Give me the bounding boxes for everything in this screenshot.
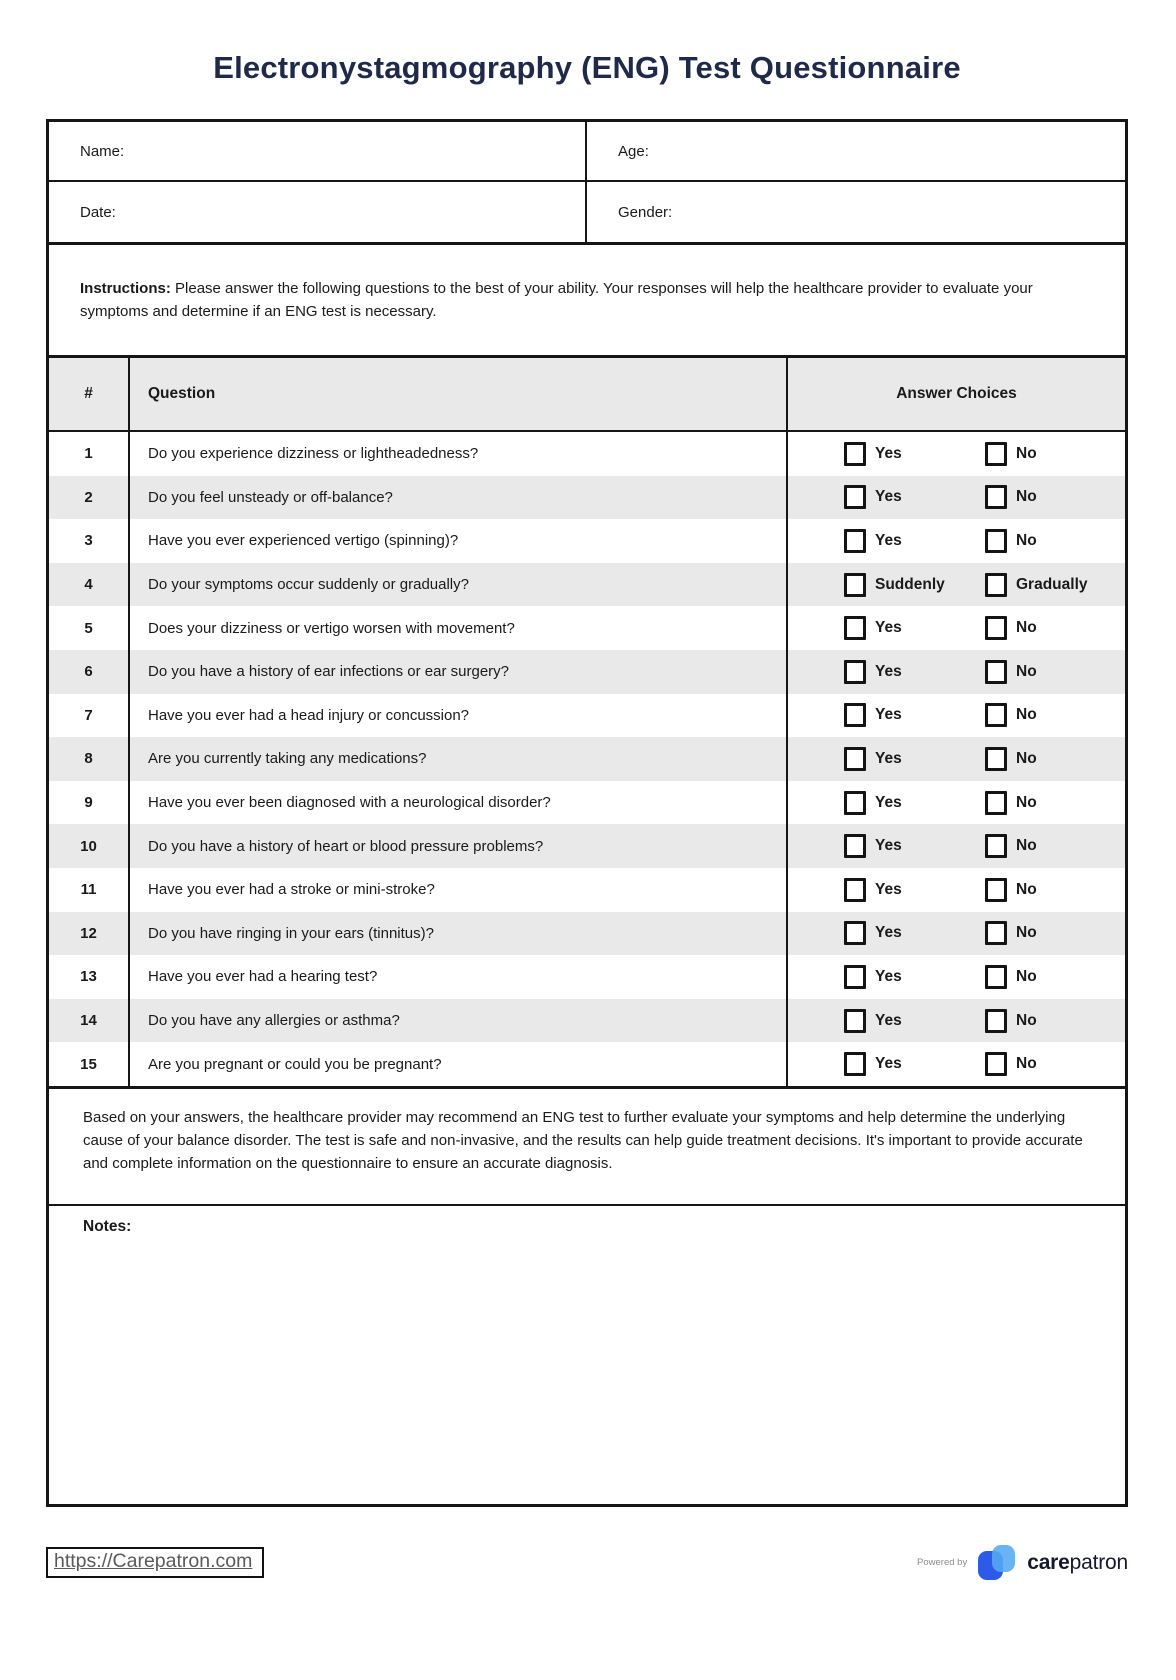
- questions-body: [49, 432, 1125, 1086]
- option1-label: Yes: [875, 619, 902, 637]
- answer-option-1: [844, 442, 985, 466]
- answer-choices: [788, 650, 1125, 694]
- option2-label: No: [1016, 967, 1037, 985]
- questionnaire-page: [0, 50, 1176, 1582]
- answer-option-1: [844, 921, 985, 945]
- option1-label: Yes: [875, 531, 902, 549]
- answer-option-2: [985, 965, 1037, 989]
- answer-option-1: [844, 965, 985, 989]
- answer-option-2: [985, 921, 1037, 945]
- question-row: [49, 781, 1125, 825]
- name-label: Name:: [80, 142, 125, 160]
- question-row: [49, 563, 1125, 607]
- gender-field[interactable]: [587, 182, 1125, 242]
- question-row: [49, 476, 1125, 520]
- question-row: [49, 737, 1125, 781]
- patient-info-table: [49, 122, 1125, 242]
- carepatron-link[interactable]: https://Carepatron.com: [46, 1547, 264, 1578]
- instructions-label: Instructions:: [80, 280, 171, 297]
- option1-checkbox[interactable]: [844, 747, 866, 771]
- answer-option-2: [985, 1052, 1037, 1076]
- question-text: Do you experience dizziness or lightheadedness?: [130, 432, 788, 476]
- answer-choices: [788, 694, 1125, 738]
- carepatron-wordmark: carepatron: [1027, 1550, 1128, 1574]
- option2-checkbox[interactable]: [985, 1052, 1007, 1076]
- option2-label: No: [1016, 531, 1037, 549]
- answer-choices: [788, 519, 1125, 563]
- option1-label: Yes: [875, 444, 902, 462]
- option2-checkbox[interactable]: [985, 834, 1007, 858]
- question-text: Have you ever experienced vertigo (spinning)?: [130, 519, 788, 563]
- option1-checkbox[interactable]: [844, 485, 866, 509]
- option1-label: Yes: [875, 837, 902, 855]
- answer-option-2: [985, 791, 1037, 815]
- notes-field[interactable]: [49, 1204, 1125, 1504]
- option1-checkbox[interactable]: [844, 573, 866, 597]
- option1-checkbox[interactable]: [844, 791, 866, 815]
- question-number: 13: [49, 955, 130, 999]
- powered-by-branding: [917, 1544, 1128, 1582]
- answer-option-2: [985, 442, 1037, 466]
- answer-option-2: [985, 1009, 1037, 1033]
- option1-checkbox[interactable]: [844, 1052, 866, 1076]
- question-number: 4: [49, 563, 130, 607]
- date-field[interactable]: [49, 182, 587, 242]
- name-field[interactable]: [49, 122, 587, 182]
- question-row: [49, 999, 1125, 1043]
- option1-label: Yes: [875, 1055, 902, 1073]
- answer-choices: [788, 781, 1125, 825]
- notes-label: Notes:: [83, 1217, 132, 1235]
- option2-checkbox[interactable]: [985, 703, 1007, 727]
- question-row: [49, 955, 1125, 999]
- question-row: [49, 912, 1125, 956]
- option2-checkbox[interactable]: [985, 965, 1007, 989]
- option1-checkbox[interactable]: [844, 965, 866, 989]
- summary-section: [49, 1086, 1125, 1204]
- question-text: Do you have a history of heart or blood pressure problems?: [130, 824, 788, 868]
- option1-checkbox[interactable]: [844, 442, 866, 466]
- answer-choices: [788, 824, 1125, 868]
- option1-label: Yes: [875, 662, 902, 680]
- instructions-section: [49, 242, 1125, 355]
- answer-choices: [788, 912, 1125, 956]
- answer-option-1: [844, 573, 985, 597]
- gender-label: Gender:: [618, 203, 673, 221]
- answer-option-2: [985, 616, 1037, 640]
- option2-label: No: [1016, 488, 1037, 506]
- answer-option-1: [844, 747, 985, 771]
- answer-option-1: [844, 1009, 985, 1033]
- option1-checkbox[interactable]: [844, 703, 866, 727]
- option2-label: No: [1016, 1011, 1037, 1029]
- option2-checkbox[interactable]: [985, 791, 1007, 815]
- answer-option-2: [985, 747, 1037, 771]
- answer-option-2: [985, 834, 1037, 858]
- question-text: Does your dizziness or vertigo worsen with movement?: [130, 606, 788, 650]
- option2-checkbox[interactable]: [985, 442, 1007, 466]
- form-body: [46, 119, 1128, 1507]
- carepatron-logo-icon: [977, 1544, 1017, 1582]
- answer-choices: [788, 999, 1125, 1043]
- option2-checkbox[interactable]: [985, 660, 1007, 684]
- answer-option-2: [985, 878, 1037, 902]
- question-row: [49, 650, 1125, 694]
- option1-label: Yes: [875, 793, 902, 811]
- question-number: 7: [49, 694, 130, 738]
- option1-checkbox[interactable]: [844, 529, 866, 553]
- question-number: 8: [49, 737, 130, 781]
- answer-option-2: [985, 660, 1037, 684]
- answer-option-1: [844, 529, 985, 553]
- question-row: [49, 432, 1125, 476]
- answer-option-2: [985, 485, 1037, 509]
- option1-label: Yes: [875, 967, 902, 985]
- answer-option-2: [985, 529, 1037, 553]
- question-text: Do you feel unsteady or off-balance?: [130, 476, 788, 520]
- date-label: Date:: [80, 203, 116, 221]
- option2-label: No: [1016, 662, 1037, 680]
- question-number: 10: [49, 824, 130, 868]
- questions-table: [49, 355, 1125, 1086]
- option2-label: No: [1016, 749, 1037, 767]
- answer-option-1: [844, 878, 985, 902]
- question-text: Are you pregnant or could you be pregnant?: [130, 1042, 788, 1086]
- option1-label: Yes: [875, 1011, 902, 1029]
- summary-text: Based on your answers, the healthcare provider may recommend an ENG test to further evaluate your symptoms and help determine the underlying cause of your balance disorder. The test is safe and non-invasive, and the results can help guide treatment decisions. It's important to provide accurate and complete information on the questionnaire to ensure an accurate diagnosis.: [83, 1108, 1083, 1172]
- question-number: 9: [49, 781, 130, 825]
- question-text: Have you ever had a stroke or mini-stroke?: [130, 868, 788, 912]
- powered-by-label: Powered by: [917, 1557, 968, 1569]
- option2-checkbox[interactable]: [985, 1009, 1007, 1033]
- answer-option-1: [844, 791, 985, 815]
- option1-checkbox[interactable]: [844, 834, 866, 858]
- header-question: Question: [130, 358, 788, 430]
- option2-label: No: [1016, 444, 1037, 462]
- answer-choices: [788, 563, 1125, 607]
- question-text: Do you have a history of ear infections or ear surgery?: [130, 650, 788, 694]
- answer-option-2: [985, 703, 1037, 727]
- question-number: 12: [49, 912, 130, 956]
- option2-label: No: [1016, 880, 1037, 898]
- answer-choices: [788, 606, 1125, 650]
- question-row: [49, 694, 1125, 738]
- option1-label: Suddenly: [875, 575, 945, 593]
- question-number: 5: [49, 606, 130, 650]
- option2-checkbox[interactable]: [985, 485, 1007, 509]
- option1-label: Yes: [875, 706, 902, 724]
- question-text: Do your symptoms occur suddenly or gradually?: [130, 563, 788, 607]
- option2-checkbox[interactable]: [985, 878, 1007, 902]
- instructions-text: Instructions: Please answer the following questions to the best of your ability. Your responses will help the healthcare provider to evaluate your symptoms and determine if an ENG test is necessary.: [80, 280, 1033, 320]
- question-number: 6: [49, 650, 130, 694]
- option1-checkbox[interactable]: [844, 921, 866, 945]
- option2-label: No: [1016, 706, 1037, 724]
- option2-label: Gradually: [1016, 575, 1088, 593]
- question-number: 1: [49, 432, 130, 476]
- answer-option-1: [844, 485, 985, 509]
- option2-label: No: [1016, 619, 1037, 637]
- option2-label: No: [1016, 793, 1037, 811]
- question-text: Have you ever had a hearing test?: [130, 955, 788, 999]
- option2-checkbox[interactable]: [985, 573, 1007, 597]
- option1-checkbox[interactable]: [844, 878, 866, 902]
- question-row: [49, 519, 1125, 563]
- question-text: Have you ever been diagnosed with a neurological disorder?: [130, 781, 788, 825]
- questions-header-row: [49, 358, 1125, 432]
- answer-option-1: [844, 616, 985, 640]
- age-label: Age:: [618, 142, 649, 160]
- footer: [46, 1544, 1128, 1582]
- question-text: Are you currently taking any medications?: [130, 737, 788, 781]
- page-title: Electronystagmography (ENG) Test Questionnaire: [213, 50, 961, 85]
- question-number: 3: [49, 519, 130, 563]
- question-number: 15: [49, 1042, 130, 1086]
- option2-label: No: [1016, 837, 1037, 855]
- answer-option-1: [844, 1052, 985, 1076]
- answer-choices: [788, 476, 1125, 520]
- answer-choices: [788, 432, 1125, 476]
- option2-checkbox[interactable]: [985, 747, 1007, 771]
- option1-label: Yes: [875, 488, 902, 506]
- answer-choices: [788, 737, 1125, 781]
- question-text: Have you ever had a head injury or concussion?: [130, 694, 788, 738]
- answer-option-1: [844, 703, 985, 727]
- question-text: Do you have any allergies or asthma?: [130, 999, 788, 1043]
- option1-checkbox[interactable]: [844, 1009, 866, 1033]
- question-number: 11: [49, 868, 130, 912]
- answer-choices: [788, 955, 1125, 999]
- question-row: [49, 824, 1125, 868]
- header-number: #: [49, 358, 130, 430]
- question-number: 14: [49, 999, 130, 1043]
- question-row: [49, 1042, 1125, 1086]
- age-field[interactable]: [587, 122, 1125, 182]
- answer-option-1: [844, 834, 985, 858]
- question-text: Do you have ringing in your ears (tinnitus)?: [130, 912, 788, 956]
- question-row: [49, 606, 1125, 650]
- answer-option-2: [985, 573, 1088, 597]
- answer-choices: [788, 868, 1125, 912]
- option2-checkbox[interactable]: [985, 921, 1007, 945]
- answer-option-1: [844, 660, 985, 684]
- header-answer-choices: Answer Choices: [896, 385, 1017, 402]
- answer-choices: [788, 1042, 1125, 1086]
- option2-checkbox[interactable]: [985, 529, 1007, 553]
- option2-label: No: [1016, 1055, 1037, 1073]
- question-row: [49, 868, 1125, 912]
- option2-label: No: [1016, 924, 1037, 942]
- option1-label: Yes: [875, 880, 902, 898]
- option1-checkbox[interactable]: [844, 616, 866, 640]
- question-number: 2: [49, 476, 130, 520]
- option2-checkbox[interactable]: [985, 616, 1007, 640]
- option1-label: Yes: [875, 924, 902, 942]
- option1-checkbox[interactable]: [844, 660, 866, 684]
- option1-label: Yes: [875, 749, 902, 767]
